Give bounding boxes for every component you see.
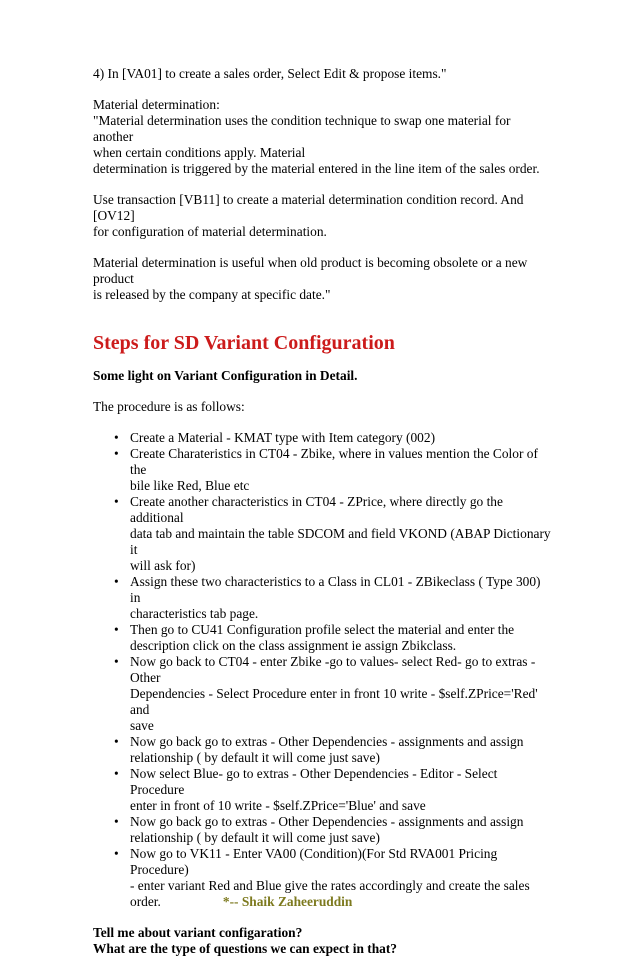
intro-paragraph xyxy=(93,66,553,82)
step-item xyxy=(114,734,553,766)
bullet-icon: • xyxy=(114,446,119,461)
step-line: save xyxy=(130,718,154,733)
step-line: Assign these two characteristics to a Class in CL01 - ZBikeclass ( Type 300) in xyxy=(130,574,541,605)
bullet-icon: • xyxy=(114,494,119,509)
bullet-icon: • xyxy=(114,574,119,589)
bullet-icon: • xyxy=(114,430,119,445)
step-line: Now select Blue- go to extras - Other Dependencies - Editor - Select Procedure xyxy=(130,766,498,797)
step-line: Now go back go to extras - Other Dependencies - assignments and assign xyxy=(130,734,524,749)
useful-line-2: is released by the company at specific date." xyxy=(93,287,331,302)
usefulness-paragraph xyxy=(93,255,553,303)
step-line: order. xyxy=(130,894,161,909)
vb11-paragraph xyxy=(93,192,553,240)
step-line: enter in front of 10 write - $self.ZPrice='Blue' and save xyxy=(130,798,426,813)
step-line: Dependencies - Select Procedure enter in front 10 write - $self.ZPrice='Red' and xyxy=(130,686,538,717)
step-item xyxy=(114,446,553,494)
intro-line: 4) In [VA01] to create a sales order, Select Edit & propose items." xyxy=(93,66,447,81)
material-line-2: when certain conditions apply. Material xyxy=(93,145,306,160)
bullet-icon: • xyxy=(114,846,119,861)
subheading: Some light on Variant Configuration in Detail. xyxy=(93,368,358,383)
step-item xyxy=(114,574,553,622)
vb11-line-2: for configuration of material determination. xyxy=(93,224,327,239)
step-line: description click on the class assignment ie assign Zbikclass. xyxy=(130,638,457,653)
step-line: data tab and maintain the table SDCOM and field VKOND (ABAP Dictionary it xyxy=(130,526,551,557)
step-item xyxy=(114,430,553,446)
section-heading: Steps for SD Variant Configuration xyxy=(93,332,395,354)
procedure-intro: The procedure is as follows: xyxy=(93,399,245,414)
step-line: relationship ( by default it will come just save) xyxy=(130,750,380,765)
vb11-line-1: Use transaction [VB11] to create a material determination condition record. And [OV12] xyxy=(93,192,524,223)
bullet-icon: • xyxy=(114,622,119,637)
step-item xyxy=(114,846,553,910)
step-item xyxy=(114,814,553,846)
question-2: What are the type of questions we can expect in that? xyxy=(93,941,397,956)
material-line-1: "Material determination uses the condition technique to swap one material for another xyxy=(93,113,511,144)
step-line: Now go to VK11 - Enter VA00 (Condition)(For Std RVA001 Pricing Procedure) xyxy=(130,846,498,877)
step-item xyxy=(114,654,553,734)
step-line: Then go to CU41 Configuration profile select the material and enter the xyxy=(130,622,515,637)
step-line: Create another characteristics in CT04 - ZPrice, where directly go the additional xyxy=(130,494,503,525)
step-item xyxy=(114,494,553,574)
step-item xyxy=(114,622,553,654)
step-line: Create a Material - KMAT type with Item category (002) xyxy=(130,430,436,445)
step-line: Now go back to CT04 - enter Zbike -go to values- select Red- go to extras - Other xyxy=(130,654,536,685)
steps-list xyxy=(93,430,553,910)
step-line: - enter variant Red and Blue give the rates accordingly and create the sales xyxy=(130,878,530,893)
bullet-icon: • xyxy=(114,766,119,781)
material-line-3: determination is triggered by the material entered in the line item of the sales order. xyxy=(93,161,540,176)
author-credit: *-- Shaik Zaheeruddin xyxy=(222,894,353,909)
material-title: Material determination: xyxy=(93,97,220,112)
step-line: characteristics tab page. xyxy=(130,606,259,621)
step-line: relationship ( by default it will come just save) xyxy=(130,830,380,845)
document-page xyxy=(93,66,553,957)
step-line: will ask for) xyxy=(130,558,196,573)
step-line: bile like Red, Blue etc xyxy=(130,478,250,493)
bullet-icon: • xyxy=(114,654,119,669)
material-determination-paragraph xyxy=(93,97,553,177)
bullet-icon: • xyxy=(114,734,119,749)
bullet-icon: • xyxy=(114,814,119,829)
step-item xyxy=(114,766,553,814)
question-1: Tell me about variant configaration? xyxy=(93,925,303,940)
step-line: Now go back go to extras - Other Dependencies - assignments and assign xyxy=(130,814,524,829)
step-line: Create Charateristics in CT04 - Zbike, where in values mention the Color of the xyxy=(130,446,538,477)
useful-line-1: Material determination is useful when old product is becoming obsolete or a new product xyxy=(93,255,528,286)
